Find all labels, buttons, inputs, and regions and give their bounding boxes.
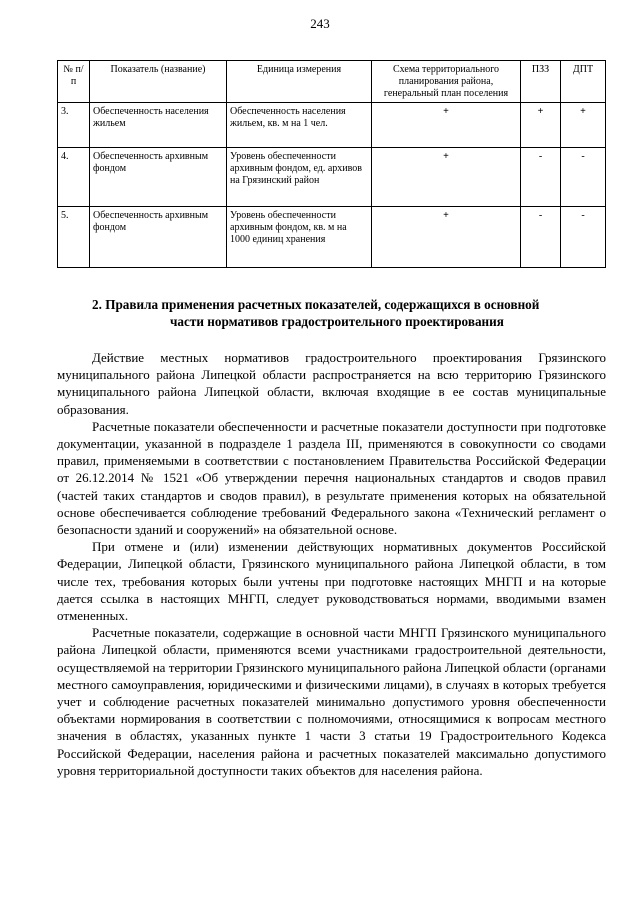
row-scheme: + — [372, 103, 521, 148]
table-header-row — [58, 61, 606, 103]
row-number: 3. — [58, 103, 90, 148]
row-indicator: Обеспеченность населения жильем — [90, 103, 227, 148]
row-number: 4. — [58, 148, 90, 207]
row-dpt: + — [561, 103, 606, 148]
row-unit: Обеспеченность населения жильем, кв. м на 1 чел. — [227, 103, 372, 148]
row-dpt: - — [561, 148, 606, 207]
header-pzz: ПЗЗ — [521, 61, 561, 103]
row-indicator: Обеспеченность архивным фондом — [90, 207, 227, 268]
page-number: 243 — [310, 16, 330, 31]
section-heading-line2: части нормативов градостроительного проектирования — [170, 314, 504, 329]
section-heading-line1: 2. Правила применения расчетных показателей, содержащихся в основной — [92, 297, 540, 312]
row-scheme: + — [372, 207, 521, 268]
header-dpt: ДПТ — [561, 61, 606, 103]
header-number: № п/п — [58, 61, 90, 103]
row-scheme: + — [372, 148, 521, 207]
table-row — [58, 207, 606, 268]
row-indicator: Обеспеченность архивным фондом — [90, 148, 227, 207]
row-unit: Уровень обеспеченности архивным фондом, ед. архивов на Грязинский район — [227, 148, 372, 207]
header-scheme: Схема территориального планирования района, генеральный план поселения — [372, 61, 521, 103]
row-dpt: - — [561, 207, 606, 268]
table-row — [58, 148, 606, 207]
row-pzz: - — [521, 148, 561, 207]
row-unit: Уровень обеспеченности архивным фондом, кв. м на 1000 единиц хранения — [227, 207, 372, 268]
paragraph: Расчетные показатели обеспеченности и расчетные показатели доступности при подготовке документации, указанной в подразделе 1 раздела III, применяются в совокупности со сводами правил, применяемыми в соответствии с постановлением Правительства Российской Федерации от 26.12.2014 № 1521 «Об утверждении перечня национальных стандартов и сводов правил (частей таких стандартов и сводов правил), в результате применения которых на обязательной основе обеспечивается соблюдение требований Федерального закона «Технический регламент о безопасности зданий и сооружений» на обязательной основе. — [57, 418, 606, 538]
section-heading — [92, 296, 592, 330]
row-number: 5. — [58, 207, 90, 268]
row-pzz: - — [521, 207, 561, 268]
header-indicator: Показатель (название) — [90, 61, 227, 103]
indicators-table — [57, 60, 606, 268]
row-pzz: + — [521, 103, 561, 148]
body-text — [57, 349, 606, 779]
paragraph: Действие местных нормативов градостроительного проектирования Грязинского муниципального района Липецкой области распространяется на всю территорию Грязинского муниципального района Липецкой области, включая входящие в ее состав муниципальные образования. — [57, 350, 606, 417]
paragraph: Расчетные показатели, содержащие в основной части МНГП Грязинского муниципального района Липецкой области, применяются всеми участниками градостроительной деятельности, осуществляемой на территории Грязинского муниципального района Липецкой области (органами местного самоуправления, юридическими и физическими лицами), в случаях в которых требуется учет и соблюдение расчетных показателей минимально допустимого уровня обеспеченности объектами нормирования в соответствии с полномочиями, относящимися к вопросам местного значения в областях, указанных пункте 1 части 3 статьи 19 Градостроительного Кодекса Российской Федерации, населения района и расчетных показателей максимально допустимого уровня территориальной доступности таких объектов для населения района. — [57, 625, 606, 778]
header-unit: Единица измерения — [227, 61, 372, 103]
table-row — [58, 103, 606, 148]
paragraph: При отмене и (или) изменении действующих нормативных документов Российской Федерации, Липецкой области, Грязинского муниципального района Липецкой области, в том числе тех, требования которых были учтены при подготовке настоящих МНГП и на которые дается ссылка в настоящих МНГП, следует руководствоваться нормами, вводимыми взамен отмененных. — [57, 539, 606, 624]
